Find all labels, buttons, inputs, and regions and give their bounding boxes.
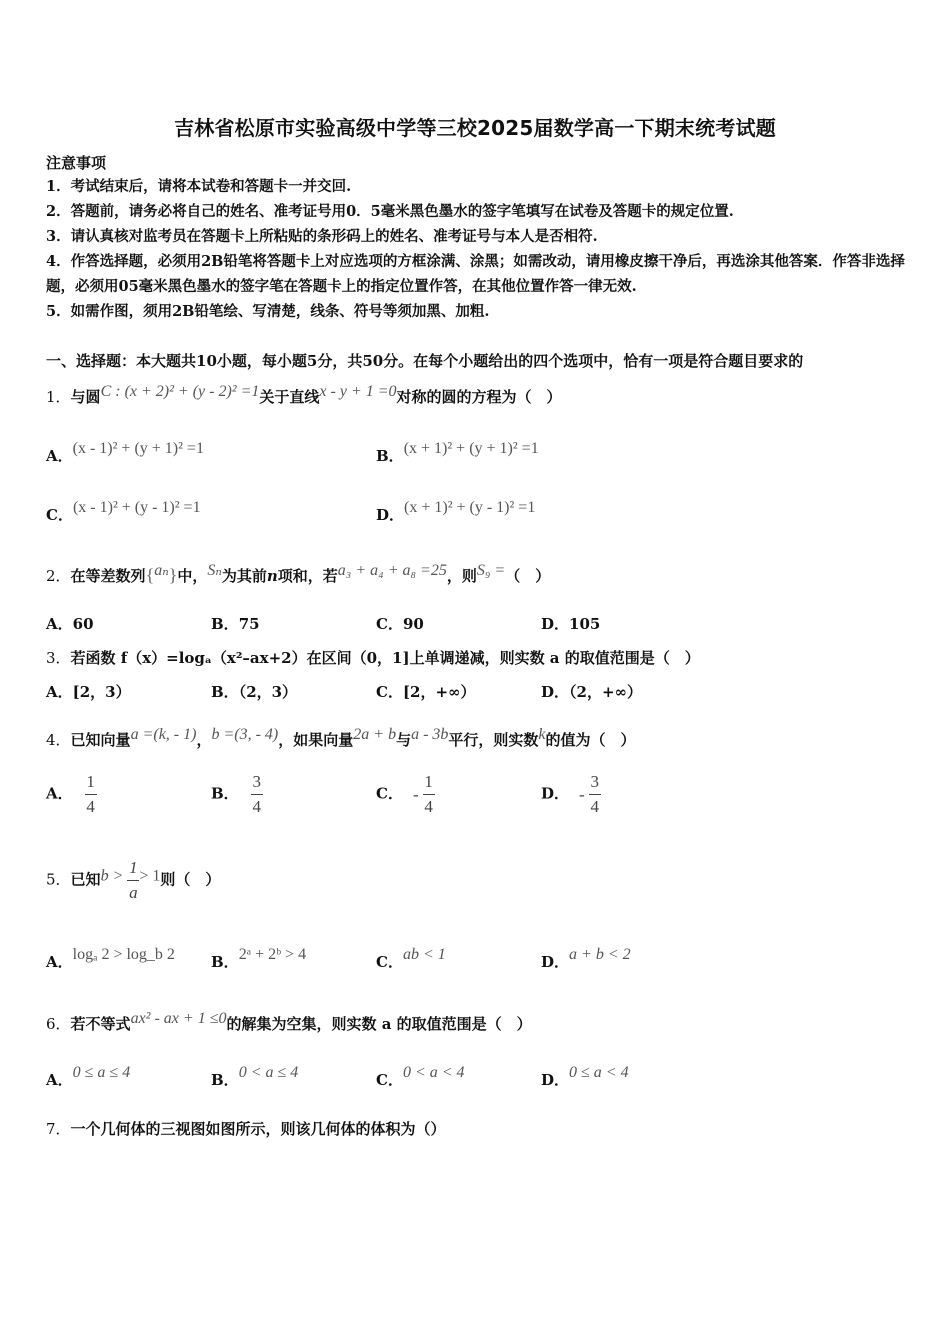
q4-option-b: B． $\frac{3}{4}$ bbox=[211, 772, 261, 816]
q6-option-b: B．0 < a ≤ 4 bbox=[211, 1064, 299, 1089]
q5-option-d: D．a + b < 2 bbox=[541, 946, 631, 971]
notice-item-5: 5．如需作图，须用2B铅笔绘、写清楚，线条、符号等须加黑、加粗. bbox=[46, 303, 490, 320]
q3-option-d: D．（2，+∞） bbox=[541, 683, 643, 701]
q2-option-a: A．60 bbox=[46, 615, 94, 633]
question-2: 2．在等差数列{aₙ}中，Sₙ为其前n项和，若a₃ + a₄ + a₈ =25，则S₉ =（ ） bbox=[46, 562, 551, 585]
q3-option-a: A．[2，3） bbox=[46, 683, 131, 701]
notice-heading: 注意事项 bbox=[46, 154, 107, 172]
q5-option-a: A．logₐ 2 > log_b 2 bbox=[46, 946, 175, 971]
q5-option-b: B．2ᵃ + 2ᵇ > 4 bbox=[211, 946, 307, 971]
q2-option-b: B．75 bbox=[211, 615, 260, 633]
notice-item-4: 4．作答选择题，必须用2B铅笔将答题卡上对应选项的方框涂满、涂黑；如需改动，请用橡皮擦干净后，再选涂其他答案．作答非选择题，必须用05毫米黑色墨水的签字笔在答题卡上的指定位置作答，在其他位置作答一律无效. bbox=[46, 253, 905, 295]
q1-option-b: B．(x + 1)² + (y + 1)² =1 bbox=[376, 440, 539, 465]
question-3: 3．若函数 f（x）=logₐ（x²–ax+2）在区间（0，1]上单调递减，则实数 a 的取值范围是（ ） bbox=[46, 649, 700, 667]
section-heading: 一、选择题：本大题共10小题，每小题5分，共50分。在每个小题给出的四个选项中，恰有一项是符合题目要求的 bbox=[46, 352, 804, 370]
q1-option-d: D．(x + 1)² + (y - 1)² =1 bbox=[376, 499, 536, 524]
q3-option-b: B．（2，3） bbox=[211, 683, 298, 701]
notice-item-3: 3．请认真核对监考员在答题卡上所粘贴的条形码上的姓名、准考证号与本人是否相符. bbox=[46, 228, 598, 245]
question-5: 5．已知b > $\frac{1}{a}$ > 1则（ ） bbox=[46, 858, 221, 902]
q3-option-c: C．[2，+∞） bbox=[376, 683, 476, 701]
notice-item-2: 2．答题前，请务必将自己的姓名、准考证号用0．5毫米黑色墨水的签字笔填写在试卷及答题卡的规定位置. bbox=[46, 203, 734, 220]
q1-option-c: C．(x - 1)² + (y - 1)² =1 bbox=[46, 499, 201, 524]
question-number: 1． bbox=[46, 388, 71, 406]
question-4: 4．已知向量a =(k, - 1)，b =(3, - 4)，如果向量2a + b与a - 3b平行，则实数k的值为（ ） bbox=[46, 726, 636, 749]
page-title: 吉林省松原市实验高级中学等三校2025届数学高一下期末统考试题 bbox=[174, 116, 776, 140]
q2-option-c: C．90 bbox=[376, 615, 424, 633]
q1-option-a: A．(x - 1)² + (y + 1)² =1 bbox=[46, 440, 204, 465]
math-line: x - y + 1 =0 bbox=[319, 383, 397, 400]
question-1: 1．与圆C : (x + 2)² + (y - 2)² =1关于直线x - y + 1 =0对称的圆的方程为（ ） bbox=[46, 383, 562, 406]
q6-option-d: D．0 ≤ a < 4 bbox=[541, 1064, 629, 1089]
q4-option-d: D． - $\frac{3}{4}$ bbox=[541, 772, 599, 816]
question-7: 7．一个几何体的三视图如图所示，则该几何体的体积为（） bbox=[46, 1120, 446, 1138]
math-circle: C : (x + 2)² + (y - 2)² =1 bbox=[100, 383, 260, 400]
q2-option-d: D．105 bbox=[541, 615, 601, 633]
q5-option-c: C．ab < 1 bbox=[376, 946, 446, 971]
q6-option-c: C．0 < a < 4 bbox=[376, 1064, 465, 1089]
q4-option-c: C． - $\frac{1}{4}$ bbox=[376, 772, 433, 816]
q4-option-a: A． $\frac{1}{4}$ bbox=[46, 772, 95, 816]
notice-item-1: 1．考试结束后，请将本试卷和答题卡一并交回. bbox=[46, 178, 352, 195]
question-6: 6．若不等式ax² - ax + 1 ≤0的解集为空集，则实数 a 的取值范围是（ ） bbox=[46, 1010, 532, 1033]
q6-option-a: A．0 ≤ a ≤ 4 bbox=[46, 1064, 131, 1089]
